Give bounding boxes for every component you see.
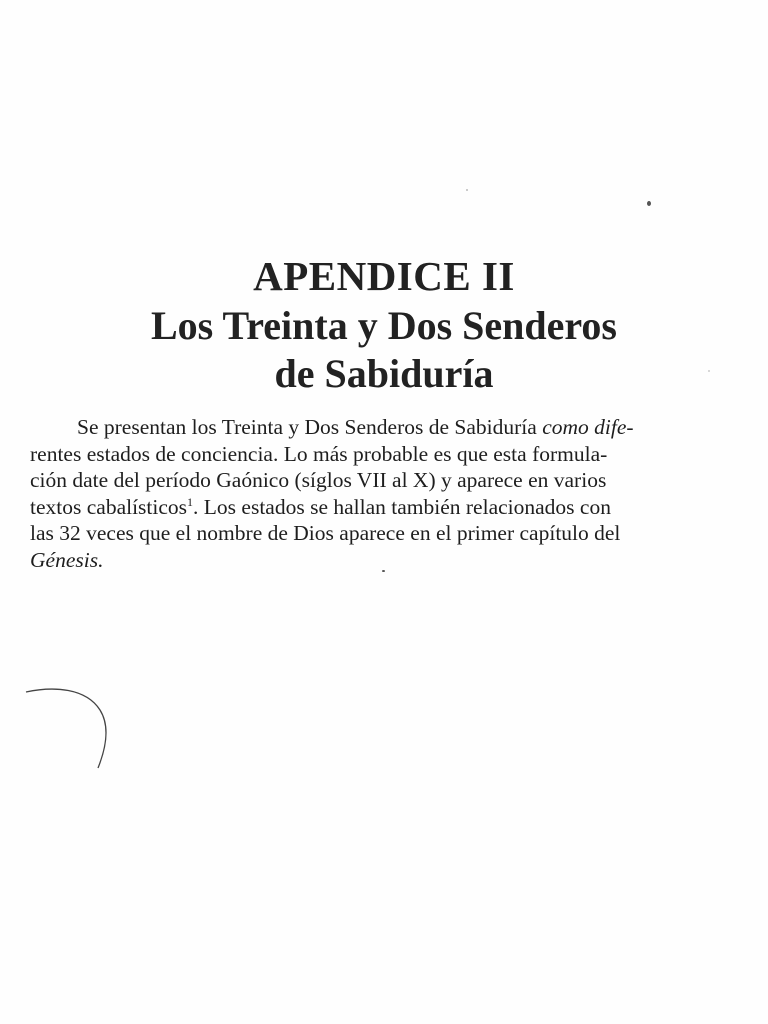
footnote-marker: 1 <box>187 494 194 509</box>
paragraph-line-4-text-b: . Los estados se hallan también relacionados con <box>193 494 611 519</box>
paragraph-line-1 <box>30 414 740 441</box>
paragraph-line-2: rentes estados de conciencia. Lo más probable es que esta formula- <box>30 441 608 466</box>
intro-paragraph <box>30 414 740 573</box>
scan-speck <box>382 570 385 572</box>
appendix-subtitle-line-1: Los Treinta y Dos Senderos <box>151 303 617 348</box>
scan-speck <box>708 370 710 372</box>
scan-speck <box>647 201 651 206</box>
paragraph-line-4-text-a: textos cabalísticos <box>30 494 188 519</box>
appendix-subtitle-line-2: de Sabiduría <box>274 351 494 396</box>
paragraph-line-4 <box>30 494 740 521</box>
paragraph-line-1-text: Se presentan los Treinta y Dos Senderos de Sabiduría <box>77 415 537 439</box>
genesis-italic: Génesis. <box>30 547 104 572</box>
paragraph-line-5: las 32 veces que el nombre de Dios aparece en el primer capítulo del <box>30 521 621 545</box>
scan-speck <box>466 189 468 191</box>
paragraph-line-3: ción date del período Gaónico (síglos VII al X) y aparece en varios <box>30 468 607 492</box>
appendix-title: APENDICE II <box>253 253 515 299</box>
scan-margin-mark <box>24 686 114 772</box>
paragraph-line-6 <box>30 547 740 574</box>
paragraph-line-1-italic: como dife- <box>542 415 634 439</box>
